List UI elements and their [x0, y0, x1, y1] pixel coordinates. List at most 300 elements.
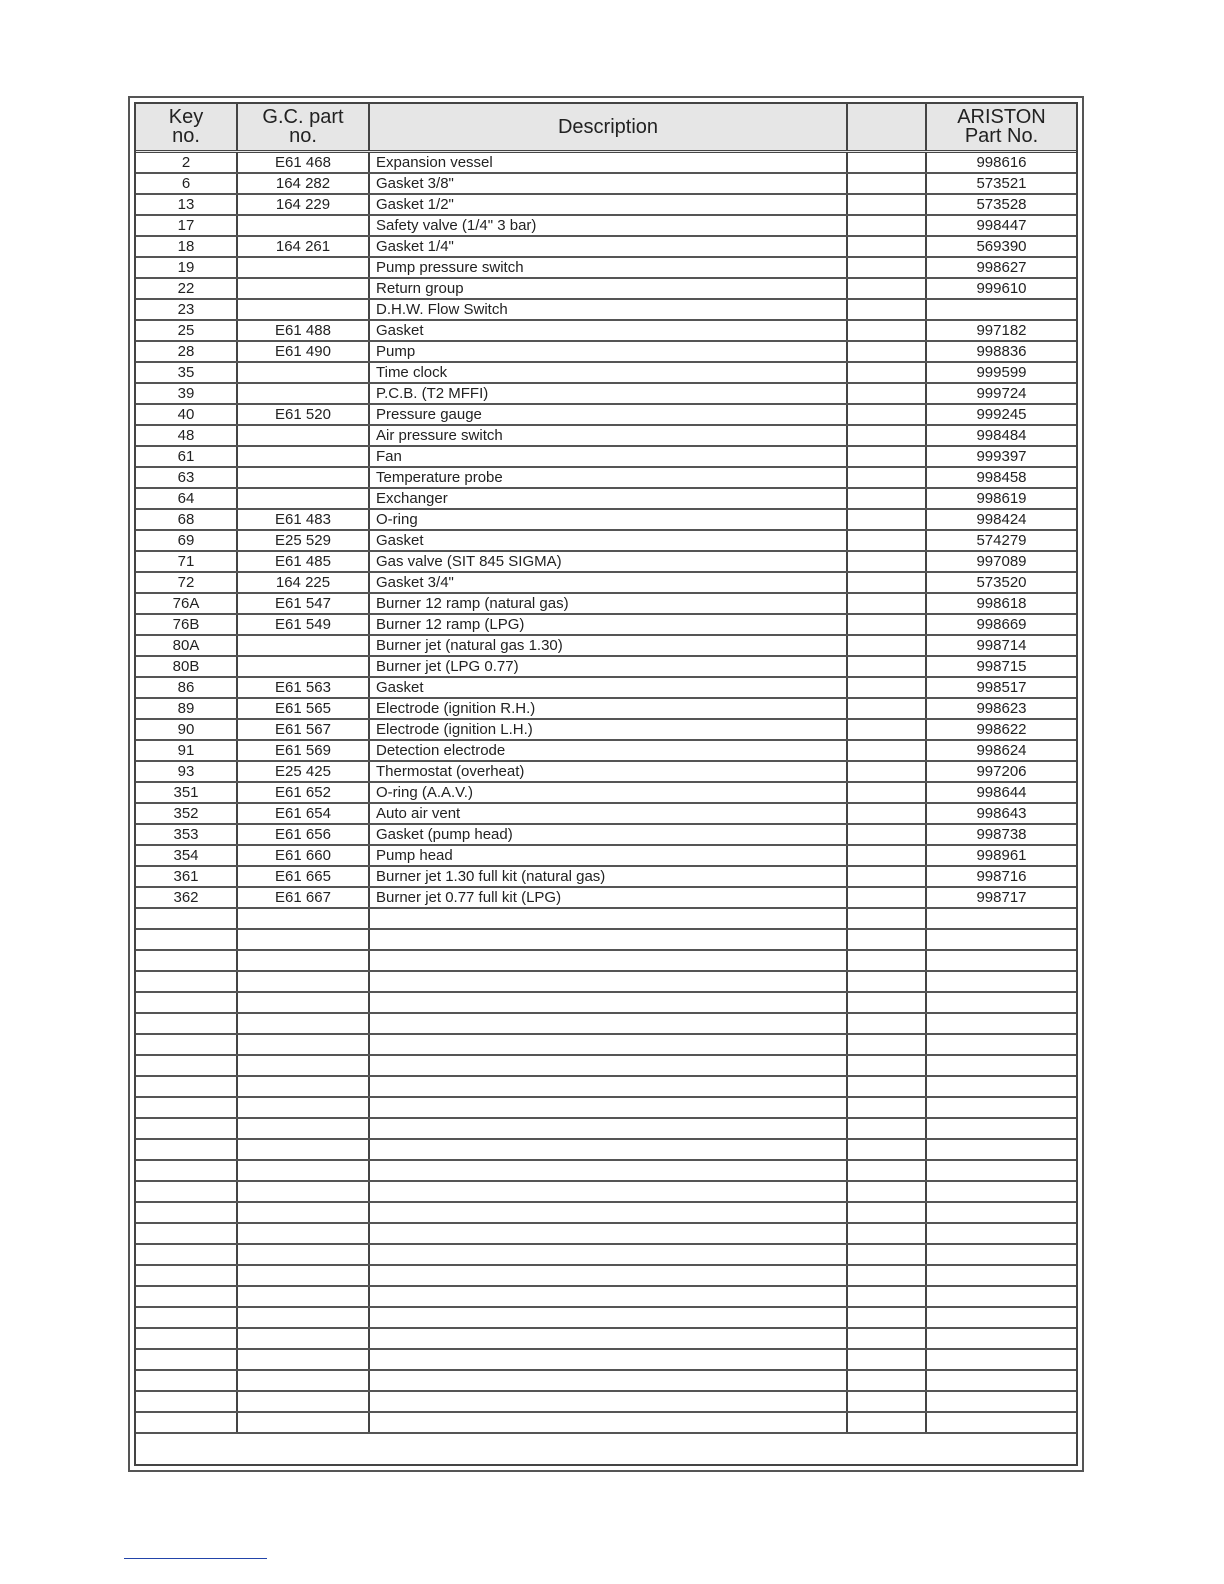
- header-ariston-part-no: ARISTON Part No.: [926, 104, 1076, 152]
- description-cell: Burner 12 ramp (LPG): [369, 614, 847, 635]
- header-key-no: Key no.: [136, 104, 237, 152]
- blank-cell: [847, 278, 926, 299]
- key-no-cell: [136, 1391, 237, 1412]
- key-no-cell: [136, 992, 237, 1013]
- gc-part-no-cell: [237, 1286, 369, 1307]
- description-cell: Return group: [369, 278, 847, 299]
- blank-cell: [847, 782, 926, 803]
- table-row: [136, 467, 1076, 488]
- empty-table-row: [136, 1286, 1076, 1307]
- blank-cell: [847, 614, 926, 635]
- gc-part-no-cell: E61 490: [237, 341, 369, 362]
- ariston-part-no-cell: [926, 1307, 1076, 1328]
- gc-part-no-cell: E61 665: [237, 866, 369, 887]
- gc-part-no-cell: E61 652: [237, 782, 369, 803]
- ariston-part-no-cell: [926, 1076, 1076, 1097]
- empty-table-row: [136, 1223, 1076, 1244]
- gc-part-no-cell: [237, 1265, 369, 1286]
- ariston-part-no-cell: [926, 929, 1076, 950]
- description-cell: [369, 1307, 847, 1328]
- key-no-cell: 22: [136, 278, 237, 299]
- gc-part-no-cell: [237, 467, 369, 488]
- gc-part-no-cell: E61 468: [237, 153, 369, 173]
- header-description: Description: [369, 104, 847, 152]
- blank-cell: [847, 824, 926, 845]
- gc-part-no-cell: E61 567: [237, 719, 369, 740]
- gc-part-no-cell: 164 229: [237, 194, 369, 215]
- description-cell: Burner 12 ramp (natural gas): [369, 593, 847, 614]
- gc-part-no-cell: [237, 1391, 369, 1412]
- key-no-cell: 76A: [136, 593, 237, 614]
- ariston-part-no-cell: [926, 1286, 1076, 1307]
- empty-table-row: [136, 1349, 1076, 1370]
- empty-table-row: [136, 908, 1076, 929]
- gc-part-no-cell: E61 520: [237, 404, 369, 425]
- description-cell: Auto air vent: [369, 803, 847, 824]
- key-no-cell: [136, 1181, 237, 1202]
- table-row: [136, 614, 1076, 635]
- description-cell: [369, 1034, 847, 1055]
- ariston-part-no-cell: 998961: [926, 845, 1076, 866]
- gc-part-no-cell: [237, 656, 369, 677]
- blank-cell: [847, 1286, 926, 1307]
- key-no-cell: 91: [136, 740, 237, 761]
- gc-part-no-cell: E61 483: [237, 509, 369, 530]
- gc-part-no-cell: [237, 1307, 369, 1328]
- key-no-cell: 23: [136, 299, 237, 320]
- key-no-cell: [136, 971, 237, 992]
- description-cell: Air pressure switch: [369, 425, 847, 446]
- key-no-cell: [136, 1013, 237, 1034]
- key-no-cell: [136, 1055, 237, 1076]
- description-cell: [369, 992, 847, 1013]
- blank-cell: [847, 1265, 926, 1286]
- blank-cell: [847, 1223, 926, 1244]
- ariston-part-no-cell: 998836: [926, 341, 1076, 362]
- table-row: [136, 299, 1076, 320]
- key-no-cell: 18: [136, 236, 237, 257]
- gc-part-no-cell: [237, 1223, 369, 1244]
- table-row: [136, 740, 1076, 761]
- key-no-cell: 39: [136, 383, 237, 404]
- key-no-cell: [136, 1223, 237, 1244]
- blank-cell: [847, 467, 926, 488]
- gc-part-no-cell: [237, 1139, 369, 1160]
- gc-part-no-cell: E61 569: [237, 740, 369, 761]
- description-cell: [369, 1370, 847, 1391]
- empty-table-row: [136, 1202, 1076, 1223]
- empty-table-row: [136, 1244, 1076, 1265]
- table-row: [136, 866, 1076, 887]
- blank-cell: [847, 425, 926, 446]
- gc-part-no-cell: [237, 1328, 369, 1349]
- gc-part-no-cell: [237, 1349, 369, 1370]
- blank-cell: [847, 929, 926, 950]
- blank-cell: [847, 1328, 926, 1349]
- blank-cell: [847, 635, 926, 656]
- ariston-part-no-cell: 998643: [926, 803, 1076, 824]
- header-gc-part-no: G.C. part no.: [237, 104, 369, 152]
- description-cell: Safety valve (1/4" 3 bar): [369, 215, 847, 236]
- gc-part-no-cell: [237, 971, 369, 992]
- table-row: [136, 593, 1076, 614]
- gc-part-no-cell: [237, 383, 369, 404]
- key-no-cell: 63: [136, 467, 237, 488]
- gc-part-no-cell: [237, 425, 369, 446]
- blank-cell: [847, 509, 926, 530]
- ariston-part-no-cell: 997182: [926, 320, 1076, 341]
- gc-part-no-cell: [237, 215, 369, 236]
- table-row: [136, 173, 1076, 194]
- key-no-cell: [136, 908, 237, 929]
- gc-part-no-cell: [237, 908, 369, 929]
- gc-part-no-cell: [237, 1202, 369, 1223]
- key-no-cell: 80A: [136, 635, 237, 656]
- table-row: [136, 362, 1076, 383]
- key-no-cell: [136, 1097, 237, 1118]
- blank-cell: [847, 1202, 926, 1223]
- gc-part-no-cell: E61 563: [237, 677, 369, 698]
- blank-cell: [847, 215, 926, 236]
- ariston-part-no-cell: 998619: [926, 488, 1076, 509]
- blank-cell: [847, 740, 926, 761]
- description-cell: P.C.B. (T2 MFFI): [369, 383, 847, 404]
- description-cell: Detection electrode: [369, 740, 847, 761]
- blank-cell: [847, 299, 926, 320]
- gc-part-no-cell: E61 667: [237, 887, 369, 908]
- description-cell: Electrode (ignition R.H.): [369, 698, 847, 719]
- ariston-part-no-cell: [926, 971, 1076, 992]
- gc-part-no-cell: [237, 299, 369, 320]
- ariston-part-no-cell: [926, 1412, 1076, 1433]
- gc-part-no-cell: E61 565: [237, 698, 369, 719]
- description-cell: [369, 1391, 847, 1412]
- blank-cell: [847, 803, 926, 824]
- key-no-cell: 40: [136, 404, 237, 425]
- gc-part-no-cell: [237, 992, 369, 1013]
- ariston-part-no-cell: [926, 1349, 1076, 1370]
- ariston-part-no-cell: 999610: [926, 278, 1076, 299]
- blank-cell: [847, 1349, 926, 1370]
- blank-cell: [847, 173, 926, 194]
- key-no-cell: 61: [136, 446, 237, 467]
- table-row: [136, 278, 1076, 299]
- description-cell: Gasket 1/2": [369, 194, 847, 215]
- gc-part-no-cell: [237, 1013, 369, 1034]
- ariston-part-no-cell: 998627: [926, 257, 1076, 278]
- ariston-part-no-cell: 998424: [926, 509, 1076, 530]
- empty-table-row: [136, 1076, 1076, 1097]
- blank-cell: [847, 320, 926, 341]
- description-cell: [369, 1412, 847, 1433]
- key-no-cell: [136, 1328, 237, 1349]
- gc-part-no-cell: E61 660: [237, 845, 369, 866]
- table-row: [136, 803, 1076, 824]
- gc-part-no-cell: E25 529: [237, 530, 369, 551]
- gc-part-no-cell: E61 547: [237, 593, 369, 614]
- description-cell: Gasket: [369, 320, 847, 341]
- description-cell: [369, 1097, 847, 1118]
- key-no-cell: 353: [136, 824, 237, 845]
- ariston-part-no-cell: 997089: [926, 551, 1076, 572]
- description-cell: [369, 1139, 847, 1160]
- blank-cell: [847, 1055, 926, 1076]
- blank-cell: [847, 551, 926, 572]
- table-row: [136, 530, 1076, 551]
- blank-cell: [847, 153, 926, 173]
- table-row: [136, 719, 1076, 740]
- table-row: [136, 761, 1076, 782]
- blank-cell: [847, 1097, 926, 1118]
- description-cell: [369, 1013, 847, 1034]
- empty-table-row: [136, 1391, 1076, 1412]
- empty-table-row: [136, 1160, 1076, 1181]
- blank-cell: [847, 488, 926, 509]
- gc-part-no-cell: [237, 446, 369, 467]
- key-no-cell: 86: [136, 677, 237, 698]
- parts-table-body: [136, 153, 1076, 1434]
- key-no-cell: 352: [136, 803, 237, 824]
- ariston-part-no-cell: [926, 1139, 1076, 1160]
- key-no-cell: 68: [136, 509, 237, 530]
- ariston-part-no-cell: 569390: [926, 236, 1076, 257]
- blank-cell: [847, 1370, 926, 1391]
- key-no-cell: [136, 1370, 237, 1391]
- description-cell: Burner jet 1.30 full kit (natural gas): [369, 866, 847, 887]
- key-no-cell: [136, 1118, 237, 1139]
- blank-cell: [847, 656, 926, 677]
- blank-cell: [847, 236, 926, 257]
- empty-table-row: [136, 1118, 1076, 1139]
- description-cell: O-ring: [369, 509, 847, 530]
- header-blank: [847, 104, 926, 152]
- table-row: [136, 341, 1076, 362]
- description-cell: Expansion vessel: [369, 153, 847, 173]
- blank-cell: [847, 1391, 926, 1412]
- empty-table-row: [136, 1307, 1076, 1328]
- table-row: [136, 551, 1076, 572]
- description-cell: Gas valve (SIT 845 SIGMA): [369, 551, 847, 572]
- key-no-cell: 89: [136, 698, 237, 719]
- gc-part-no-cell: E61 485: [237, 551, 369, 572]
- key-no-cell: 17: [136, 215, 237, 236]
- gc-part-no-cell: E61 656: [237, 824, 369, 845]
- gc-part-no-cell: [237, 1244, 369, 1265]
- key-no-cell: [136, 929, 237, 950]
- description-cell: [369, 1076, 847, 1097]
- description-cell: [369, 1160, 847, 1181]
- gc-part-no-cell: [237, 950, 369, 971]
- empty-table-row: [136, 1034, 1076, 1055]
- key-no-cell: 93: [136, 761, 237, 782]
- key-no-cell: [136, 1244, 237, 1265]
- table-row: [136, 824, 1076, 845]
- table-row: [136, 236, 1076, 257]
- description-cell: [369, 1286, 847, 1307]
- blank-cell: [847, 1307, 926, 1328]
- description-cell: Fan: [369, 446, 847, 467]
- blank-cell: [847, 1244, 926, 1265]
- ariston-part-no-cell: [926, 1160, 1076, 1181]
- key-no-cell: 80B: [136, 656, 237, 677]
- empty-table-row: [136, 1370, 1076, 1391]
- description-cell: [369, 1202, 847, 1223]
- ariston-part-no-cell: 999397: [926, 446, 1076, 467]
- key-no-cell: 35: [136, 362, 237, 383]
- key-no-cell: 69: [136, 530, 237, 551]
- blank-cell: [847, 698, 926, 719]
- empty-table-row: [136, 929, 1076, 950]
- ariston-part-no-cell: [926, 1265, 1076, 1286]
- gc-part-no-cell: 164 225: [237, 572, 369, 593]
- gc-part-no-cell: E61 488: [237, 320, 369, 341]
- ariston-part-no-cell: 998458: [926, 467, 1076, 488]
- key-no-cell: [136, 1307, 237, 1328]
- ariston-part-no-cell: [926, 1202, 1076, 1223]
- empty-table-row: [136, 1139, 1076, 1160]
- empty-table-row: [136, 1265, 1076, 1286]
- table-row: [136, 698, 1076, 719]
- blank-cell: [847, 257, 926, 278]
- table-row: [136, 488, 1076, 509]
- table-row: [136, 320, 1076, 341]
- ariston-part-no-cell: 998623: [926, 698, 1076, 719]
- key-no-cell: 361: [136, 866, 237, 887]
- ariston-part-no-cell: [926, 950, 1076, 971]
- gc-part-no-cell: [237, 1160, 369, 1181]
- ariston-part-no-cell: 998517: [926, 677, 1076, 698]
- ariston-part-no-cell: [926, 1055, 1076, 1076]
- blank-cell: [847, 383, 926, 404]
- table-row: [136, 425, 1076, 446]
- gc-part-no-cell: [237, 635, 369, 656]
- description-cell: [369, 971, 847, 992]
- key-no-cell: 72: [136, 572, 237, 593]
- description-cell: Gasket: [369, 530, 847, 551]
- key-no-cell: 64: [136, 488, 237, 509]
- description-cell: Gasket: [369, 677, 847, 698]
- ariston-part-no-cell: 574279: [926, 530, 1076, 551]
- description-cell: Time clock: [369, 362, 847, 383]
- table-row: [136, 194, 1076, 215]
- ariston-part-no-cell: 998715: [926, 656, 1076, 677]
- description-cell: Burner jet (natural gas 1.30): [369, 635, 847, 656]
- key-no-cell: [136, 1076, 237, 1097]
- key-no-cell: 90: [136, 719, 237, 740]
- gc-part-no-cell: [237, 1097, 369, 1118]
- description-cell: [369, 908, 847, 929]
- description-cell: [369, 1349, 847, 1370]
- key-no-cell: 28: [136, 341, 237, 362]
- ariston-part-no-cell: 573528: [926, 194, 1076, 215]
- table-row: [136, 215, 1076, 236]
- description-cell: [369, 950, 847, 971]
- ariston-part-no-cell: [926, 908, 1076, 929]
- ariston-part-no-cell: 998447: [926, 215, 1076, 236]
- key-no-cell: 48: [136, 425, 237, 446]
- table-row: [136, 635, 1076, 656]
- ariston-part-no-cell: [926, 1181, 1076, 1202]
- blank-cell: [847, 1013, 926, 1034]
- blank-cell: [847, 572, 926, 593]
- table-row: [136, 845, 1076, 866]
- ariston-part-no-cell: 573521: [926, 173, 1076, 194]
- gc-part-no-cell: [237, 488, 369, 509]
- gc-part-no-cell: 164 261: [237, 236, 369, 257]
- blank-cell: [847, 1076, 926, 1097]
- description-cell: O-ring (A.A.V.): [369, 782, 847, 803]
- ariston-part-no-cell: 998716: [926, 866, 1076, 887]
- key-no-cell: 76B: [136, 614, 237, 635]
- description-cell: Pump head: [369, 845, 847, 866]
- table-row: [136, 572, 1076, 593]
- empty-table-row: [136, 1181, 1076, 1202]
- key-no-cell: [136, 1265, 237, 1286]
- description-cell: Gasket (pump head): [369, 824, 847, 845]
- blank-cell: [847, 1034, 926, 1055]
- key-no-cell: 19: [136, 257, 237, 278]
- empty-table-row: [136, 971, 1076, 992]
- ariston-part-no-cell: [926, 1391, 1076, 1412]
- description-cell: Exchanger: [369, 488, 847, 509]
- table-row: [136, 887, 1076, 908]
- key-no-cell: 6: [136, 173, 237, 194]
- gc-part-no-cell: [237, 1181, 369, 1202]
- ariston-part-no-cell: [926, 1244, 1076, 1265]
- ariston-part-no-cell: 998669: [926, 614, 1076, 635]
- gc-part-no-cell: [237, 1412, 369, 1433]
- empty-table-row: [136, 1328, 1076, 1349]
- description-cell: [369, 1181, 847, 1202]
- description-cell: D.H.W. Flow Switch: [369, 299, 847, 320]
- ariston-part-no-cell: [926, 1013, 1076, 1034]
- ariston-part-no-cell: 999724: [926, 383, 1076, 404]
- blank-cell: [847, 341, 926, 362]
- blank-cell: [847, 1181, 926, 1202]
- empty-table-row: [136, 1055, 1076, 1076]
- description-cell: [369, 1055, 847, 1076]
- parts-table-frame: [134, 102, 1078, 1466]
- blank-cell: [847, 908, 926, 929]
- footer-link-line: [124, 1558, 267, 1559]
- description-cell: Gasket 3/4": [369, 572, 847, 593]
- key-no-cell: [136, 1286, 237, 1307]
- table-row: [136, 656, 1076, 677]
- table-row: [136, 404, 1076, 425]
- gc-part-no-cell: E61 549: [237, 614, 369, 635]
- ariston-part-no-cell: 998616: [926, 153, 1076, 173]
- parts-table-header: [136, 104, 1076, 153]
- blank-cell: [847, 446, 926, 467]
- ariston-part-no-cell: 998644: [926, 782, 1076, 803]
- blank-cell: [847, 761, 926, 782]
- ariston-part-no-cell: [926, 1118, 1076, 1139]
- gc-part-no-cell: [237, 929, 369, 950]
- empty-table-row: [136, 1013, 1076, 1034]
- blank-cell: [847, 362, 926, 383]
- ariston-part-no-cell: 573520: [926, 572, 1076, 593]
- ariston-part-no-cell: 999599: [926, 362, 1076, 383]
- blank-cell: [847, 1412, 926, 1433]
- table-row: [136, 446, 1076, 467]
- blank-cell: [847, 1139, 926, 1160]
- empty-table-row: [136, 950, 1076, 971]
- description-cell: Temperature probe: [369, 467, 847, 488]
- description-cell: Gasket 1/4": [369, 236, 847, 257]
- blank-cell: [847, 950, 926, 971]
- empty-table-row: [136, 992, 1076, 1013]
- key-no-cell: 354: [136, 845, 237, 866]
